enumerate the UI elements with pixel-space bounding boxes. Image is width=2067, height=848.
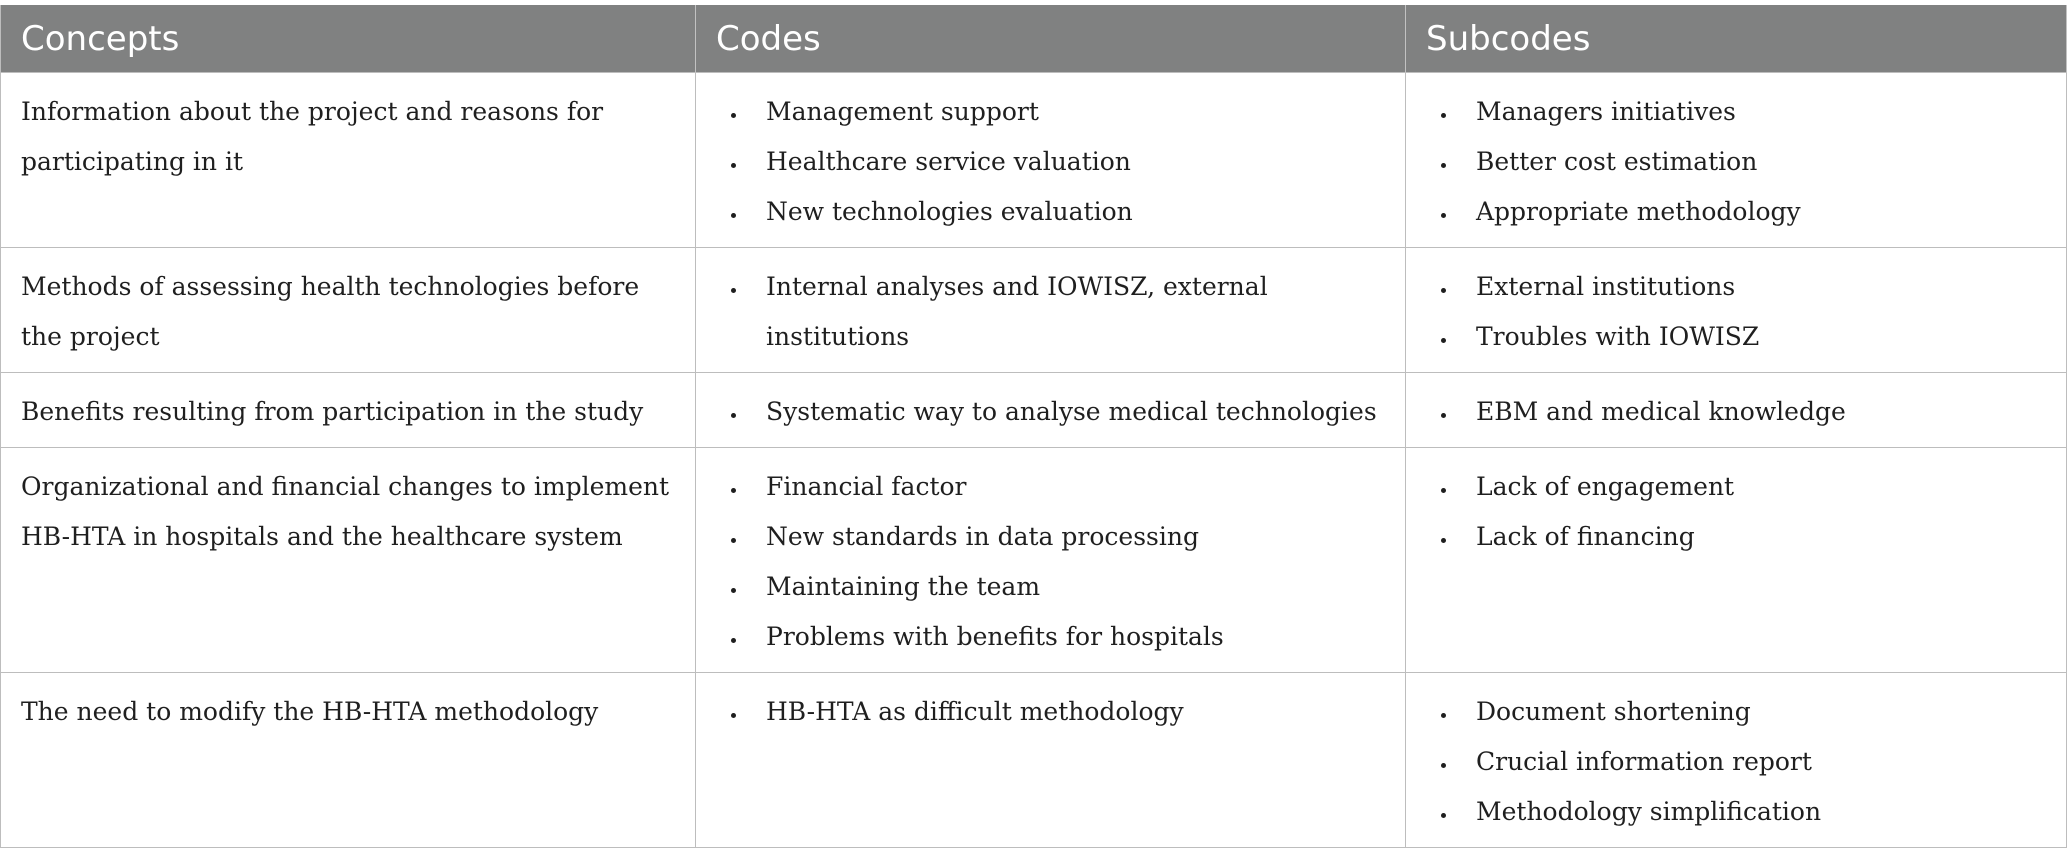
subcodes-cell bbox=[1406, 448, 2067, 673]
concept-cell: Organizational and financial changes to implement HB-HTA in hospitals and the healthcare system bbox=[1, 448, 696, 673]
table-row bbox=[1, 373, 2067, 448]
concept-cell: The need to modify the HB-HTA methodology bbox=[1, 673, 696, 848]
codes-cell bbox=[696, 248, 1406, 373]
codes-cell bbox=[696, 373, 1406, 448]
subcode-item: • Appropriate methodology bbox=[1458, 187, 2046, 237]
subcode-item: • Document shortening bbox=[1458, 687, 2046, 737]
subcode-item: • EBM and medical knowledge bbox=[1458, 387, 2046, 437]
code-item: • Internal analyses and IOWISZ, external institutions bbox=[748, 262, 1385, 362]
subcode-item: • Lack of financing bbox=[1458, 512, 2046, 562]
header-codes: Codes bbox=[696, 5, 1406, 73]
code-item: • Management support bbox=[748, 87, 1385, 137]
table-header bbox=[1, 5, 2067, 73]
subcodes-cell bbox=[1406, 248, 2067, 373]
codes-list bbox=[716, 87, 1385, 237]
code-item: • Financial factor bbox=[748, 462, 1385, 512]
code-item: • HB-HTA as difficult methodology bbox=[748, 687, 1385, 737]
subcode-item: • Crucial information report bbox=[1458, 737, 2046, 787]
subcodes-list bbox=[1426, 687, 2046, 837]
subcodes-list bbox=[1426, 387, 2046, 437]
code-item: • Problems with benefits for hospitals bbox=[748, 612, 1385, 662]
table-row bbox=[1, 73, 2067, 248]
subcodes-list bbox=[1426, 262, 2046, 362]
codes-cell bbox=[696, 673, 1406, 848]
subcode-item: • Troubles with IOWISZ bbox=[1458, 312, 2046, 362]
subcodes-list bbox=[1426, 462, 2046, 562]
code-item: • New technologies evaluation bbox=[748, 187, 1385, 237]
subcode-item: • External institutions bbox=[1458, 262, 2046, 312]
header-row bbox=[1, 5, 2067, 73]
table-row bbox=[1, 448, 2067, 673]
subcodes-list bbox=[1426, 87, 2046, 237]
codes-list bbox=[716, 687, 1385, 737]
subcodes-cell bbox=[1406, 373, 2067, 448]
codes-list bbox=[716, 387, 1385, 437]
table-row bbox=[1, 673, 2067, 848]
code-item: • New standards in data processing bbox=[748, 512, 1385, 562]
codes-list bbox=[716, 262, 1385, 362]
subcode-item: • Lack of engagement bbox=[1458, 462, 2046, 512]
subcode-item: • Managers initiatives bbox=[1458, 87, 2046, 137]
concept-cell: Methods of assessing health technologies before the project bbox=[1, 248, 696, 373]
table-body bbox=[1, 73, 2067, 848]
header-concepts: Concepts bbox=[1, 5, 696, 73]
codes-cell bbox=[696, 448, 1406, 673]
concept-cell: Information about the project and reasons for participating in it bbox=[1, 73, 696, 248]
concept-cell: Benefits resulting from participation in the study bbox=[1, 373, 696, 448]
code-item: • Healthcare service valuation bbox=[748, 137, 1385, 187]
code-item: • Maintaining the team bbox=[748, 562, 1385, 612]
concepts-codes-table bbox=[0, 5, 2067, 848]
table-row bbox=[1, 248, 2067, 373]
codes-list bbox=[716, 462, 1385, 662]
header-subcodes: Subcodes bbox=[1406, 5, 2067, 73]
subcode-item: • Methodology simplification bbox=[1458, 787, 2046, 837]
subcodes-cell bbox=[1406, 73, 2067, 248]
subcode-item: • Better cost estimation bbox=[1458, 137, 2046, 187]
code-item: • Systematic way to analyse medical technologies bbox=[748, 387, 1385, 437]
subcodes-cell bbox=[1406, 673, 2067, 848]
codes-cell bbox=[696, 73, 1406, 248]
